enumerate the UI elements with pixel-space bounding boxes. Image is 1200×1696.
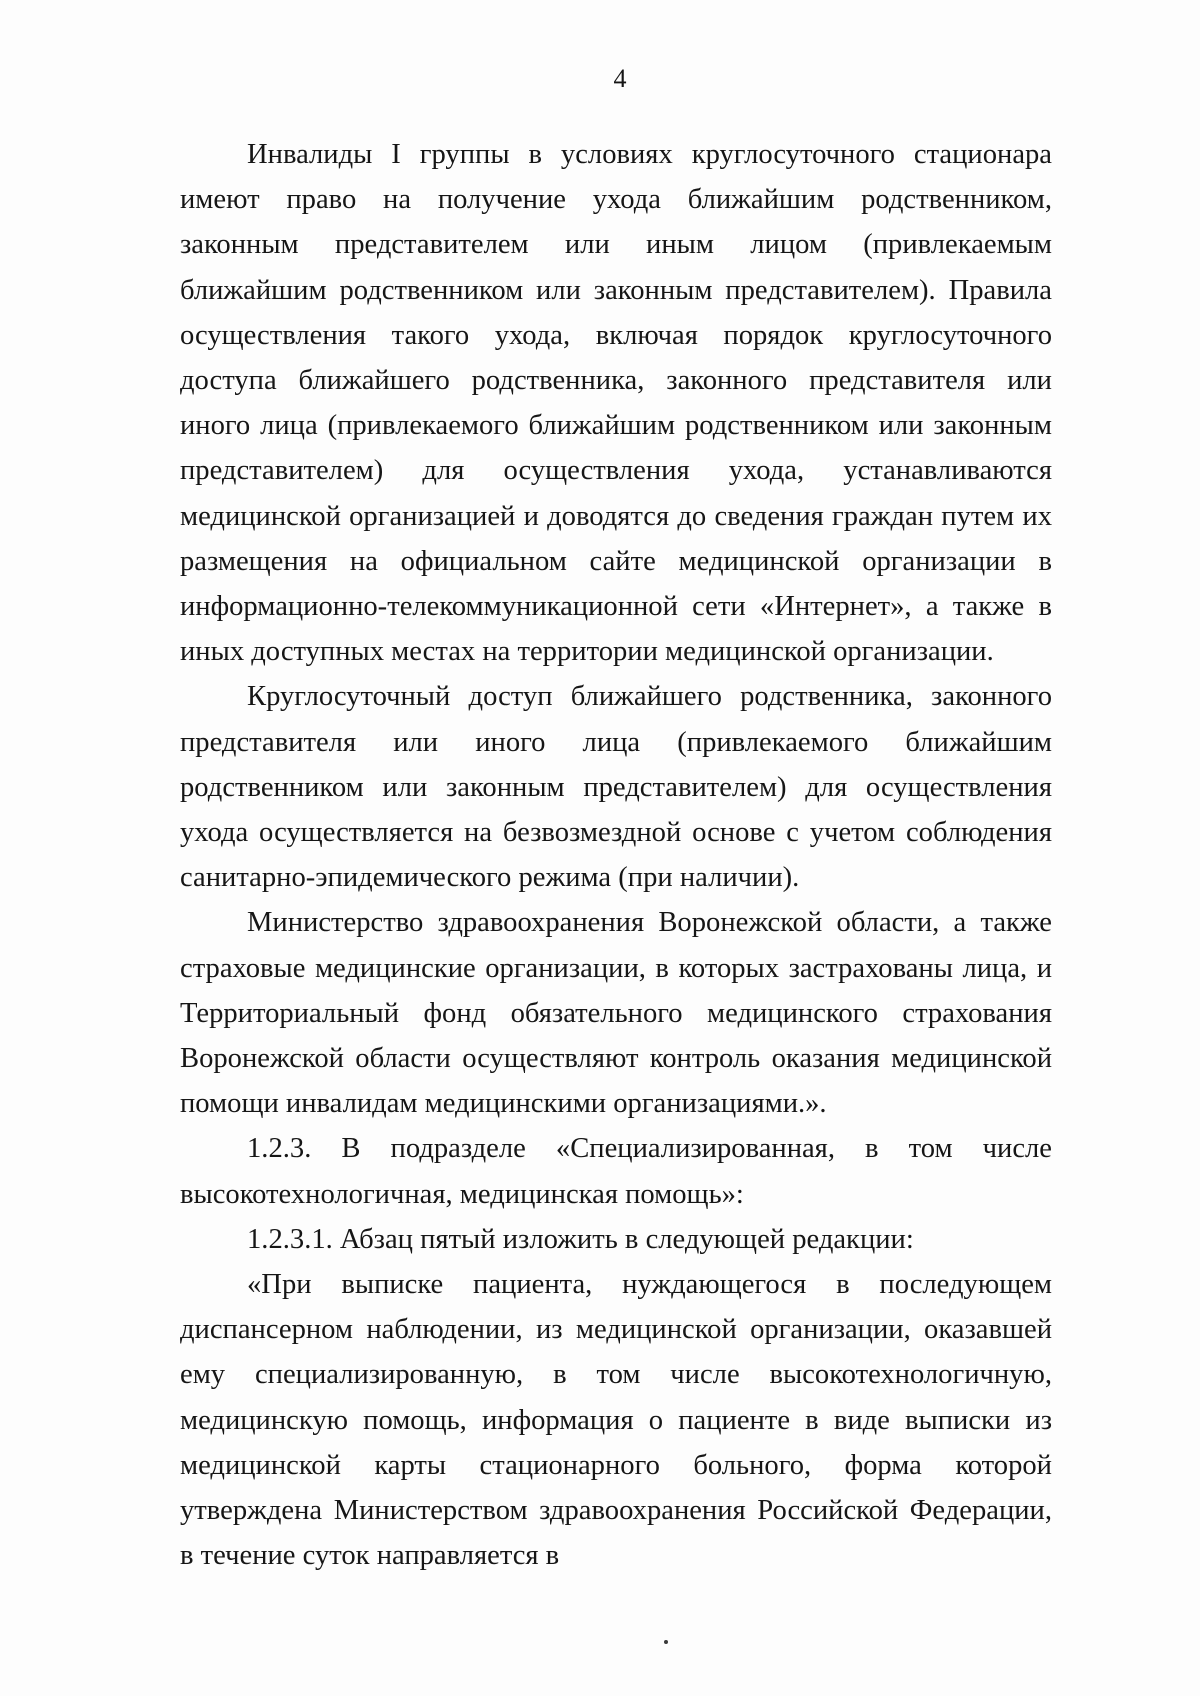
paragraph-clause-1-2-3-1: 1.2.3.1. Абзац пятый изложить в следующей редакции: — [247, 1223, 914, 1255]
paragraph-ministry-control: Министерство здравоохранения Воронежской области, а также страховые медицинские организации, в которых застрахованы лица, и Территориальный фонд обязательного медицинского страхования Воронежской области осуществляют контроль оказания медицинской помощи инвалидам медицинскими организациями.». — [180, 907, 1052, 1120]
paragraph-round-the-clock-access: Круглосуточный доступ ближайшего родственника, законного представителя или иного лица (привлекаемого ближайшим родственником или законным представителем) для осуществления ухода осуществляется на безвозмездной основе с учетом соблюдения санитарно-эпидемического режима (при наличии). — [180, 681, 1052, 894]
scan-speck — [664, 1640, 668, 1644]
paragraph-clause-1-2-3: 1.2.3. В подразделе «Специализированная, в том числе высокотехнологичная, медицинская помощь»: — [180, 1133, 1052, 1210]
document-body — [180, 132, 1052, 1579]
paragraph-discharge-info: «При выписке пациента, нуждающегося в последующем диспансерном наблюдении, из медицинской организации, оказавшей ему специализированную, в том числе высокотехнологичную, медицинскую помощь, информация о пациенте в виде выписки из медицинской карты стационарного больного, форма которой утверждена Министерством здравоохранения Российской Федерации, в течение суток направляется в — [180, 1269, 1052, 1572]
page-number: 4 — [613, 64, 627, 93]
paragraph-care-rights: Инвалиды I группы в условиях круглосуточного стационара имеют право на получение ухода ближайшим родственником, законным представителем или иным лицом (привлекаемым ближайшим родственником или законным представителем). Правила осуществления такого ухода, включая порядок круглосуточного доступа ближайшего родственника, законного представителя или иного лица (привлекаемого ближайшим родственником или законным представителем) для осуществления ухода, устанавливаются медицинской организацией и доводятся до сведения граждан путем их размещения на официальном сайте медицинской организации в информационно-телекоммуникационной сети «Интернет», а также в иных доступных местах на территории медицинской организации. — [180, 139, 1052, 668]
